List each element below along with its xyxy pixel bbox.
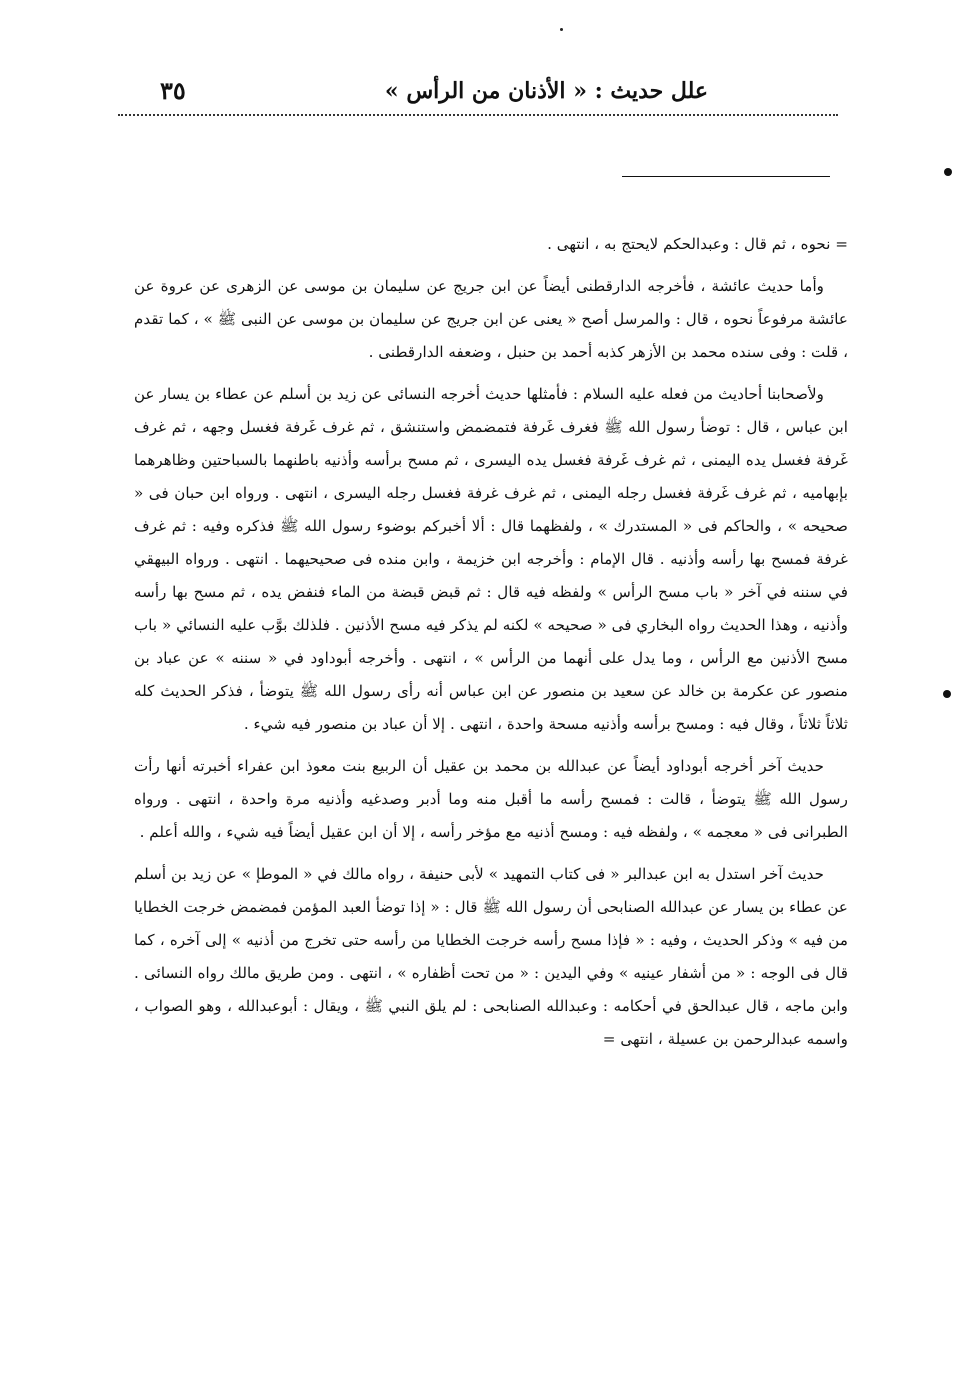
header-dotted-rule [118,114,838,116]
footnote-separator-rule [622,176,830,177]
paragraph-rubayyi-hadith: حديث آخر أخرجه أبوداود أيضاً عن عبدالله بن محمد بن عقيل أن الربيع بنت معوذ ابن عفراء أخبرته أنها رأت رسول الله ﷺ يتوضأ ، قالت : فمسح رأسه ما أقبل منه وما أدبر وصدغيه وأذنيه مرة واحدة ، انتهى . ورواه الطبرانى فى « معجمه » ، ولفظه فيه : ومسح أذنيه مع مؤخر رأسه ، إلا أن ابن عقيل أيضاً فيه شيء ، والله أعلم . [134,757,848,841]
scan-speck [560,28,563,31]
margin-mark [944,168,952,176]
paragraph-sunabihi-hadith: حديث آخر استدل به ابن عبدالبر « فى كتاب التمهيد » لأبى حنيفة ، رواه مالك في « الموطإ » عن زيد بن أسلم عن عطاء بن يسار عن عبدالله الصنابحى أن رسول الله ﷺ قال : « إذا توضأ العبد المؤمن فمضمض خرجت الخطايا من فيه » وذكر الحديث ، وفيه : « فإذا مسح رأسه خرجت الخطايا من رأسه حتى تخرج من أذنيه » إلى آخره ، كما قال فى الوجه : « من أشفار عينيه » وفي اليدين : « من تحت أظفاره » ، انتهى . ومن طريق مالك رواه النسائى . وابن ماجه ، قال عبدالحق في أحكامه : وعبدالله الصنابحى : لم يلق النبي ﷺ ، ويقال : أبوعبدالله ، وهو الصواب ، واسمه عبدالرحمن بن عسيلة ، انتهى = [134,865,848,1048]
running-header [118,72,838,112]
running-title: علل حديث : « الأذنان من الرأس » [384,78,708,104]
page-number: ٣٥ [160,76,186,105]
paragraph-aisha-hadith: وأما حديث عائشة ، فأخرجه الدارقطنى أيضاً عن ابن جريج عن سليمان بن موسى عن الزهرى عن عروة عن عائشة مرفوعاً نحوه ، قال : والمرسل أصح « يعنى عن ابن جريج عن سليمان بن موسى عن النبى ﷺ » ، كما تقدم ، قلت : وفى سنده محمد بن الأزهر كذبه أحمد بن حنبل ، وضعفه الدارقطنى . [134,277,848,361]
main-text [134,228,848,1065]
continuation-line: = نحوه ، ثم قال : وعبدالحكم لايحتج به ، انتهى . [547,235,848,253]
paragraph-companions-hadith: ولأصحابنا أحاديث من فعله عليه السلام : فأمثلها حديث أخرجه النسائى عن زيد بن أسلم عن عطاء بن يسار عن ابن عباس ، قال : توضأ رسول الله ﷺ فغرف غَرفة فتمضمض واستنشق ، ثم غرف غَرفة فغسل وجهه ، ثم غرف غَرفة فغسل يده اليمنى ، ثم غرف غَرفة فغسل يده اليسرى ، ثم مسح برأسه وأذنيه باطنهما بالسباحتين وظاهرهما بإبهاميه ، ثم غرف غَرفة فغسل رجله اليمنى ، ثم غرف غرفة فغسل رجله اليسرى ، انتهى . ورواه ابن حبان فى « صحيحه » ، والحاكم فى « المستدرك » ، ولفظهما قال : ألا أخبركم بوضوء رسول الله ﷺ فذكره وفيه : ثم غرف غرفة فمسح بها رأسه وأذنيه . قال الإمام : وأخرجه ابن خزيمة ، وابن منده فى صحيحيهما . انتهى . ورواه البيهقي في سننه في آخر « باب مسح الرأس » ولفظه فيه قال : ثم قبض قبضة من الماء فنفض يده ، ثم مسح بها رأسه وأذنيه ، وهذا الحديث رواه البخاري فى « صحيحه » لكنه لم يذكر فيه مسح الأذنين . فلذلك بوَّب عليه النسائي « باب مسح الأذنين مع الرأس ، وما يدل على أنهما من الرأس » ، انتهى . وأخرجه أبوداود في « سننه » عن عباد بن منصور عن عكرمة بن خالد عن سعيد بن منصور عن ابن عباس أنه رأى رسول الله ﷺ يتوضأ ، فذكر الحديث كله ثلاثاً ثلاثاً ، وقال فيه : ومسح برأسه وأذنيه مسحة واحدة ، انتهى . إلا أن عباد بن منصور فيه شيء . [134,385,848,733]
margin-mark [943,690,951,698]
